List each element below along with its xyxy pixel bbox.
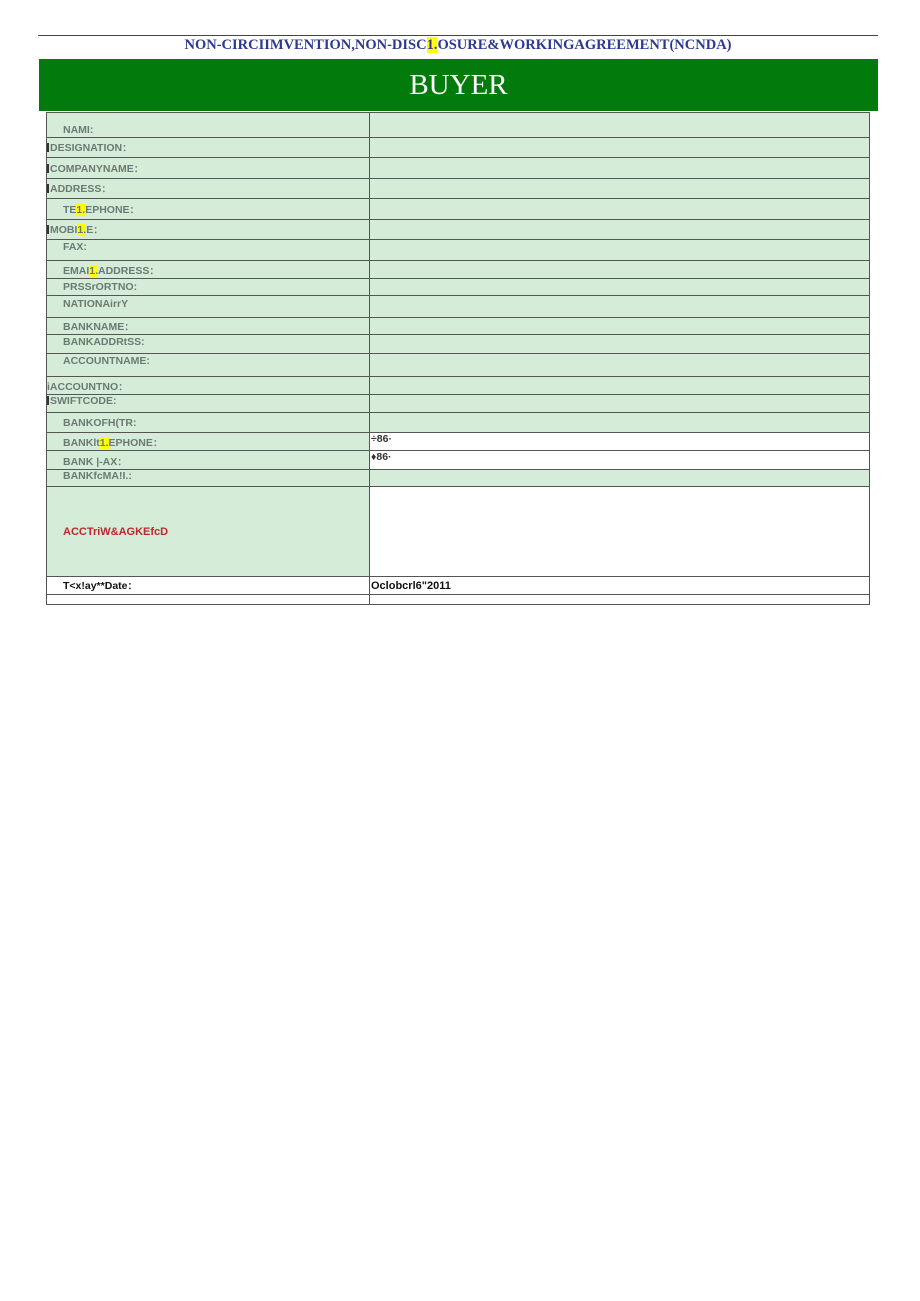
label-bank-name: BANKNAME：: [47, 318, 370, 335]
label-bank-officer: BANKOFH(TR:: [47, 413, 370, 433]
label-nationality: NATIONAirrY: [47, 296, 370, 318]
row-acceptance: [47, 487, 870, 577]
row-address: [47, 179, 870, 199]
row-nationality: [47, 296, 870, 318]
title-part-2: OSURE&WORKINGAGREEMENT(NCNDA): [437, 37, 732, 53]
value-fax[interactable]: [370, 240, 870, 261]
value-bank-email[interactable]: [370, 470, 870, 487]
row-bank-email: [47, 470, 870, 487]
label-bank-email: BANKfcMA!I.:: [47, 470, 370, 487]
value-bank-officer[interactable]: [370, 413, 870, 433]
empty-cell-left: [47, 595, 370, 605]
label-swift: SWIFTCODE:: [47, 395, 370, 413]
row-bank-telephone: [47, 433, 870, 451]
bank-tel-highlight: 1.: [99, 437, 109, 449]
row-bank-address: [47, 335, 870, 354]
buyer-banner: BUYER: [39, 59, 878, 111]
value-email[interactable]: [370, 261, 870, 279]
label-bank-fax: BANK |-AX：: [47, 451, 370, 470]
buyer-info-table: [46, 112, 870, 605]
mobile-highlight: 1.: [77, 224, 87, 236]
value-bank-address[interactable]: [370, 335, 870, 354]
row-telephone: [47, 199, 870, 220]
value-date[interactable]: Oclobcrl6"2011: [370, 577, 870, 595]
telephone-text-b: EPHONE：: [85, 203, 141, 216]
label-email: [47, 261, 370, 279]
value-passport[interactable]: [370, 279, 870, 296]
value-company[interactable]: [370, 158, 870, 179]
value-name[interactable]: [370, 113, 870, 138]
row-account-name: [47, 354, 870, 377]
value-bank-name[interactable]: [370, 318, 870, 335]
empty-cell-right: [370, 595, 870, 605]
value-bank-telephone[interactable]: ÷86·: [370, 433, 870, 451]
label-telephone: [47, 199, 370, 220]
value-swift[interactable]: [370, 395, 870, 413]
bank-tel-text-b: EPHONE：: [108, 437, 164, 449]
label-mobile: [47, 220, 370, 240]
telephone-text-a: TE: [63, 203, 77, 216]
row-name: [47, 113, 870, 138]
row-date: [47, 577, 870, 595]
label-bank-address: BANKADDRtSS:: [47, 335, 370, 354]
label-fax: FAX:: [47, 240, 370, 261]
label-passport: PRSSrORTNO:: [47, 279, 370, 296]
document-title: [38, 37, 878, 54]
label-address: ADDRESS：: [47, 179, 370, 199]
title-highlight: 1.: [426, 37, 438, 53]
email-highlight: 1.: [89, 265, 99, 277]
row-empty: [47, 595, 870, 605]
label-name: NAMI:: [47, 113, 370, 138]
row-company: [47, 158, 870, 179]
row-passport: [47, 279, 870, 296]
value-telephone[interactable]: [370, 199, 870, 220]
email-text-b: ADDRESS：: [98, 265, 160, 277]
value-nationality[interactable]: [370, 296, 870, 318]
label-designation: DESIGNATION：: [47, 138, 370, 158]
value-designation[interactable]: [370, 138, 870, 158]
row-bank-name: [47, 318, 870, 335]
row-bank-officer: [47, 413, 870, 433]
bank-tel-text-a: BANKlt: [63, 437, 100, 449]
label-company: COMPANYNAME：: [47, 158, 370, 179]
label-account-name: ACCOUNTNAME:: [47, 354, 370, 377]
mobile-text-b: E：: [86, 224, 104, 236]
value-acceptance[interactable]: [370, 487, 870, 577]
value-account-no[interactable]: [370, 377, 870, 395]
telephone-highlight: 1.: [76, 203, 86, 216]
label-bank-telephone: [47, 433, 370, 451]
value-mobile[interactable]: [370, 220, 870, 240]
row-email: [47, 261, 870, 279]
row-fax: [47, 240, 870, 261]
value-address[interactable]: [370, 179, 870, 199]
value-account-name[interactable]: [370, 354, 870, 377]
row-designation: [47, 138, 870, 158]
title-part-1: NON-CIRCIIMVENTION,NON-DISC: [184, 37, 427, 53]
top-rule: [38, 35, 878, 36]
label-account-no: iACCOUNTNO：: [47, 377, 370, 395]
email-text-a: EMAI: [63, 265, 90, 277]
label-acceptance: ACCTriW&AGKEfcD: [47, 487, 370, 577]
label-date: T<x!ay**Date：: [47, 577, 370, 595]
value-bank-fax[interactable]: ♦86·: [370, 451, 870, 470]
mobile-text-a: MOBI: [50, 224, 78, 236]
row-swift: [47, 395, 870, 413]
row-bank-fax: [47, 451, 870, 470]
row-account-no: [47, 377, 870, 395]
row-mobile: [47, 220, 870, 240]
